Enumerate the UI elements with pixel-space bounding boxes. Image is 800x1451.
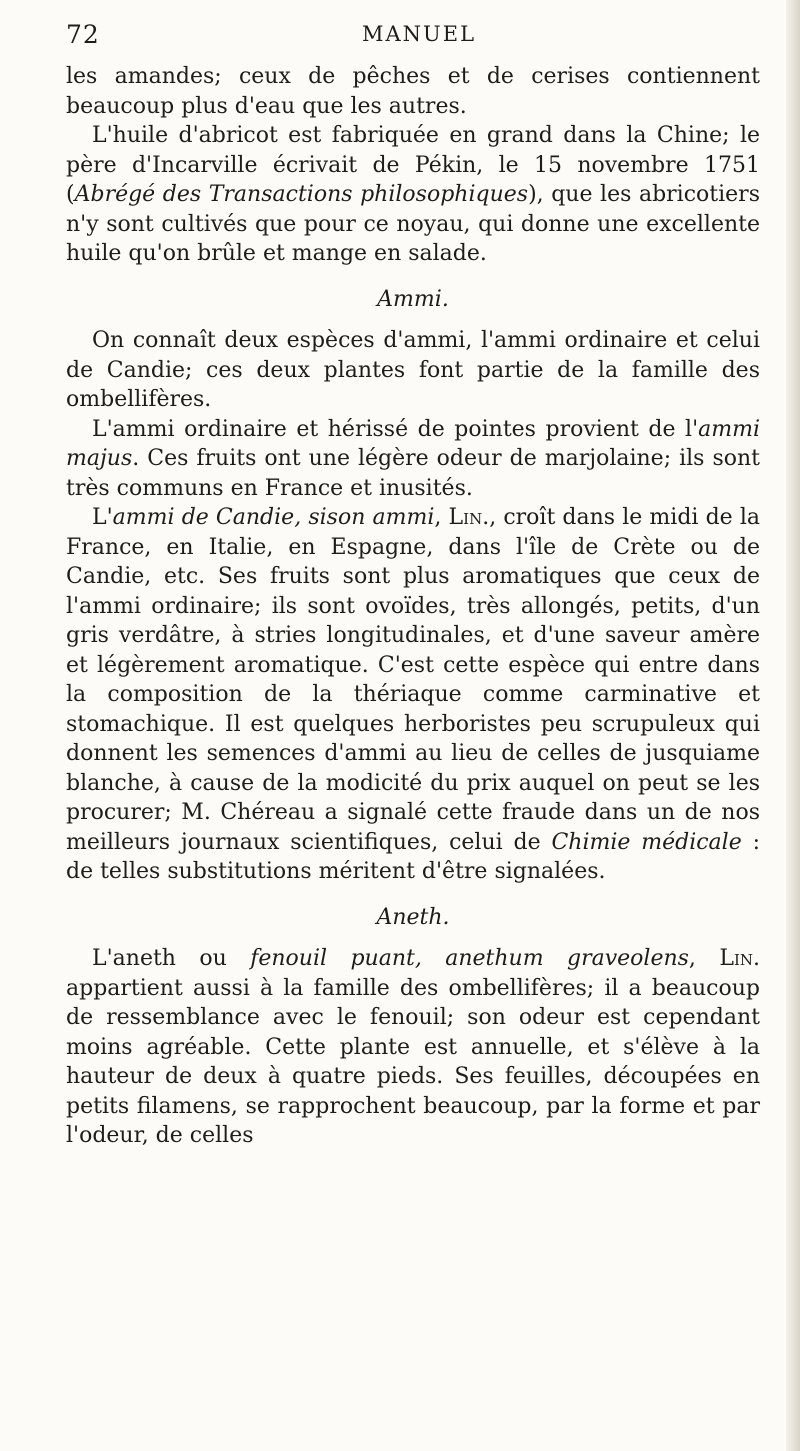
text-run: , xyxy=(688,946,720,971)
paragraph-ammi-2 xyxy=(66,415,760,504)
text-run: L'ammi ordinaire et hérissé de pointes provient de l' xyxy=(92,416,699,442)
author-abbrev: Lin. xyxy=(448,505,490,530)
work-title: Abrégé des Transactions philosophiques xyxy=(74,182,529,207)
paragraph-ammi-3 xyxy=(66,503,760,887)
text-run: L'huile d'abricot est fabriquée en grand dans la Chine; le père d'Incarville écrivait de Pékin, le 15 novembre 1751 ( xyxy=(66,123,760,207)
page-header xyxy=(66,20,766,60)
page-edge xyxy=(786,0,800,1451)
section-heading-ammi: Ammi. xyxy=(377,286,449,312)
text-run: L' xyxy=(92,505,113,530)
text-run: ), que les abricotiers n'y sont cultivés que pour ce noyau, qui donne une excellente huile qu'on brûle et mange en salade. xyxy=(66,182,760,266)
journal-title: Chimie médicale xyxy=(551,829,742,855)
paragraph-aneth-1 xyxy=(66,944,760,1151)
text-run: , xyxy=(434,505,449,530)
running-head: MANUEL xyxy=(362,22,477,46)
text-run: appartient aussi à la famille des ombellifères; il a beaucoup de ressemblance avec le fenouil; son odeur est cependant moins agréable. Cette plante est annuelle, et s'élève à la hauteur de deux à quatre pieds. Ses feuilles, découpées en petits filamens, se rapprochent beaucoup, par la forme et par l'odeur, de celles xyxy=(66,975,760,1148)
page-number: 72 xyxy=(66,20,100,49)
body-text xyxy=(66,62,760,1151)
text-run: . Ces fruits ont une légère odeur de marjolaine; ils sont très communs en France et inusités. xyxy=(66,446,760,501)
text-run: L'aneth ou xyxy=(92,946,251,971)
author-abbrev: Lin. xyxy=(719,946,760,971)
paragraph-abricot-2 xyxy=(66,121,760,269)
section-heading-aneth: Aneth. xyxy=(376,904,450,930)
text-run: : de telles substitutions méritent d'être signalées. xyxy=(66,829,760,884)
paragraph-abricot-1: les amandes; ceux de pêches et de cerises contiennent beaucoup plus d'eau que les autres. xyxy=(66,64,760,119)
species-name: ammi de Candie, sison ammi xyxy=(112,505,435,530)
species-name: fenouil puant, anethum graveolens xyxy=(250,946,689,971)
text-run: , croît dans le midi de la France, en Italie, en Espagne, dans l'île de Crète ou de Candie, etc. Ses fruits sont plus aromatiques que ceux de l'ammi ordinaire; ils sont ovoïdes, très allongés, petits, d'un gris verdâtre, à stries longitudinales, et d'une saveur amère et légèrement aromatique. C'est cette espèce qui entre dans la composition de la thériaque comme carminative et stomachique. Il est quelques herboristes peu scrupuleux qui donnent les semences d'ammi au lieu de celles de jusquiame blanche, à cause de la modicité du prix auquel on peut se les procurer; M. Chéreau a signalé cette fraude dans un de nos meilleurs journaux scientifiques, celui de xyxy=(66,505,760,855)
paragraph-ammi-1: On connaît deux espèces d'ammi, l'ammi ordinaire et celui de Candie; ces deux plantes font partie de la famille des ombellifères. xyxy=(66,328,760,412)
species-name: ammi majus xyxy=(66,416,760,471)
